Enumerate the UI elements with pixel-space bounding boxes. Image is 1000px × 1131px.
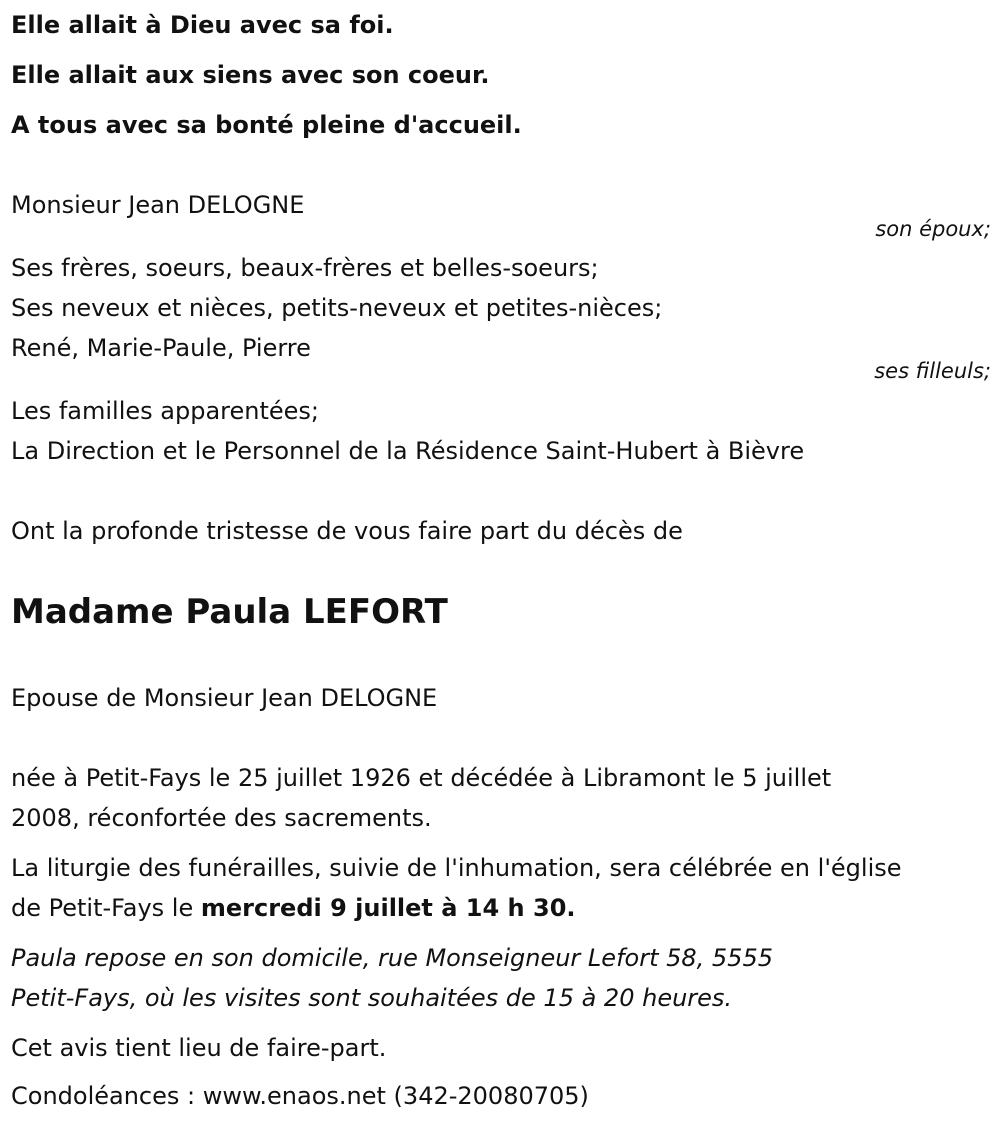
families-line: Les familles apparentées; [11,397,320,425]
funeral-line-2-prefix: de Petit-Fays le [11,894,201,922]
motto-line-2: Elle allait aux siens avec son coeur. [11,61,490,89]
residence-line: La Direction et le Personnel de la Résidence Saint-Hubert à Bièvre [11,437,805,465]
birth-death-line-1: née à Petit-Fays le 25 juillet 1926 et décédée à Libramont le 5 juillet [11,764,832,792]
siblings-line: Ses frères, soeurs, beaux-frères et belles-soeurs; [11,254,599,282]
spouse-line: Epouse de Monsieur Jean DELOGNE [11,684,438,712]
godchildren-role: ses filleuls; [874,359,991,383]
visitation-line-1: Paula repose en son domicile, rue Monseigneur Lefort 58, 5555 [11,944,773,972]
godchildren-names: René, Marie-Paule, Pierre [11,334,311,362]
visitation-line-2: Petit-Fays, où les visites sont souhaitées de 15 à 20 heures. [11,984,733,1012]
funeral-line-2 [11,893,576,923]
birth-death-line-2: 2008, réconfortée des sacrements. [11,804,432,832]
announcement: Ont la profonde tristesse de vous faire part du décès de [11,517,683,545]
condolences-line: Condoléances : www.enaos.net (342-20080705) [11,1082,589,1110]
motto-line-3: A tous avec sa bonté pleine d'accueil. [11,111,522,139]
husband-role: son époux; [875,217,991,241]
deceased-name: Madame Paula LEFORT [11,592,448,632]
notice-line: Cet avis tient lieu de faire-part. [11,1034,387,1062]
nephews-line: Ses neveux et nièces, petits-neveux et petites-nièces; [11,294,663,322]
husband-name: Monsieur Jean DELOGNE [11,191,305,219]
funeral-date-time: mercredi 9 juillet à 14 h 30. [200,894,576,922]
funeral-line-1: La liturgie des funérailles, suivie de l'inhumation, sera célébrée en l'église [11,854,902,882]
motto-line-1: Elle allait à Dieu avec sa foi. [11,11,394,39]
